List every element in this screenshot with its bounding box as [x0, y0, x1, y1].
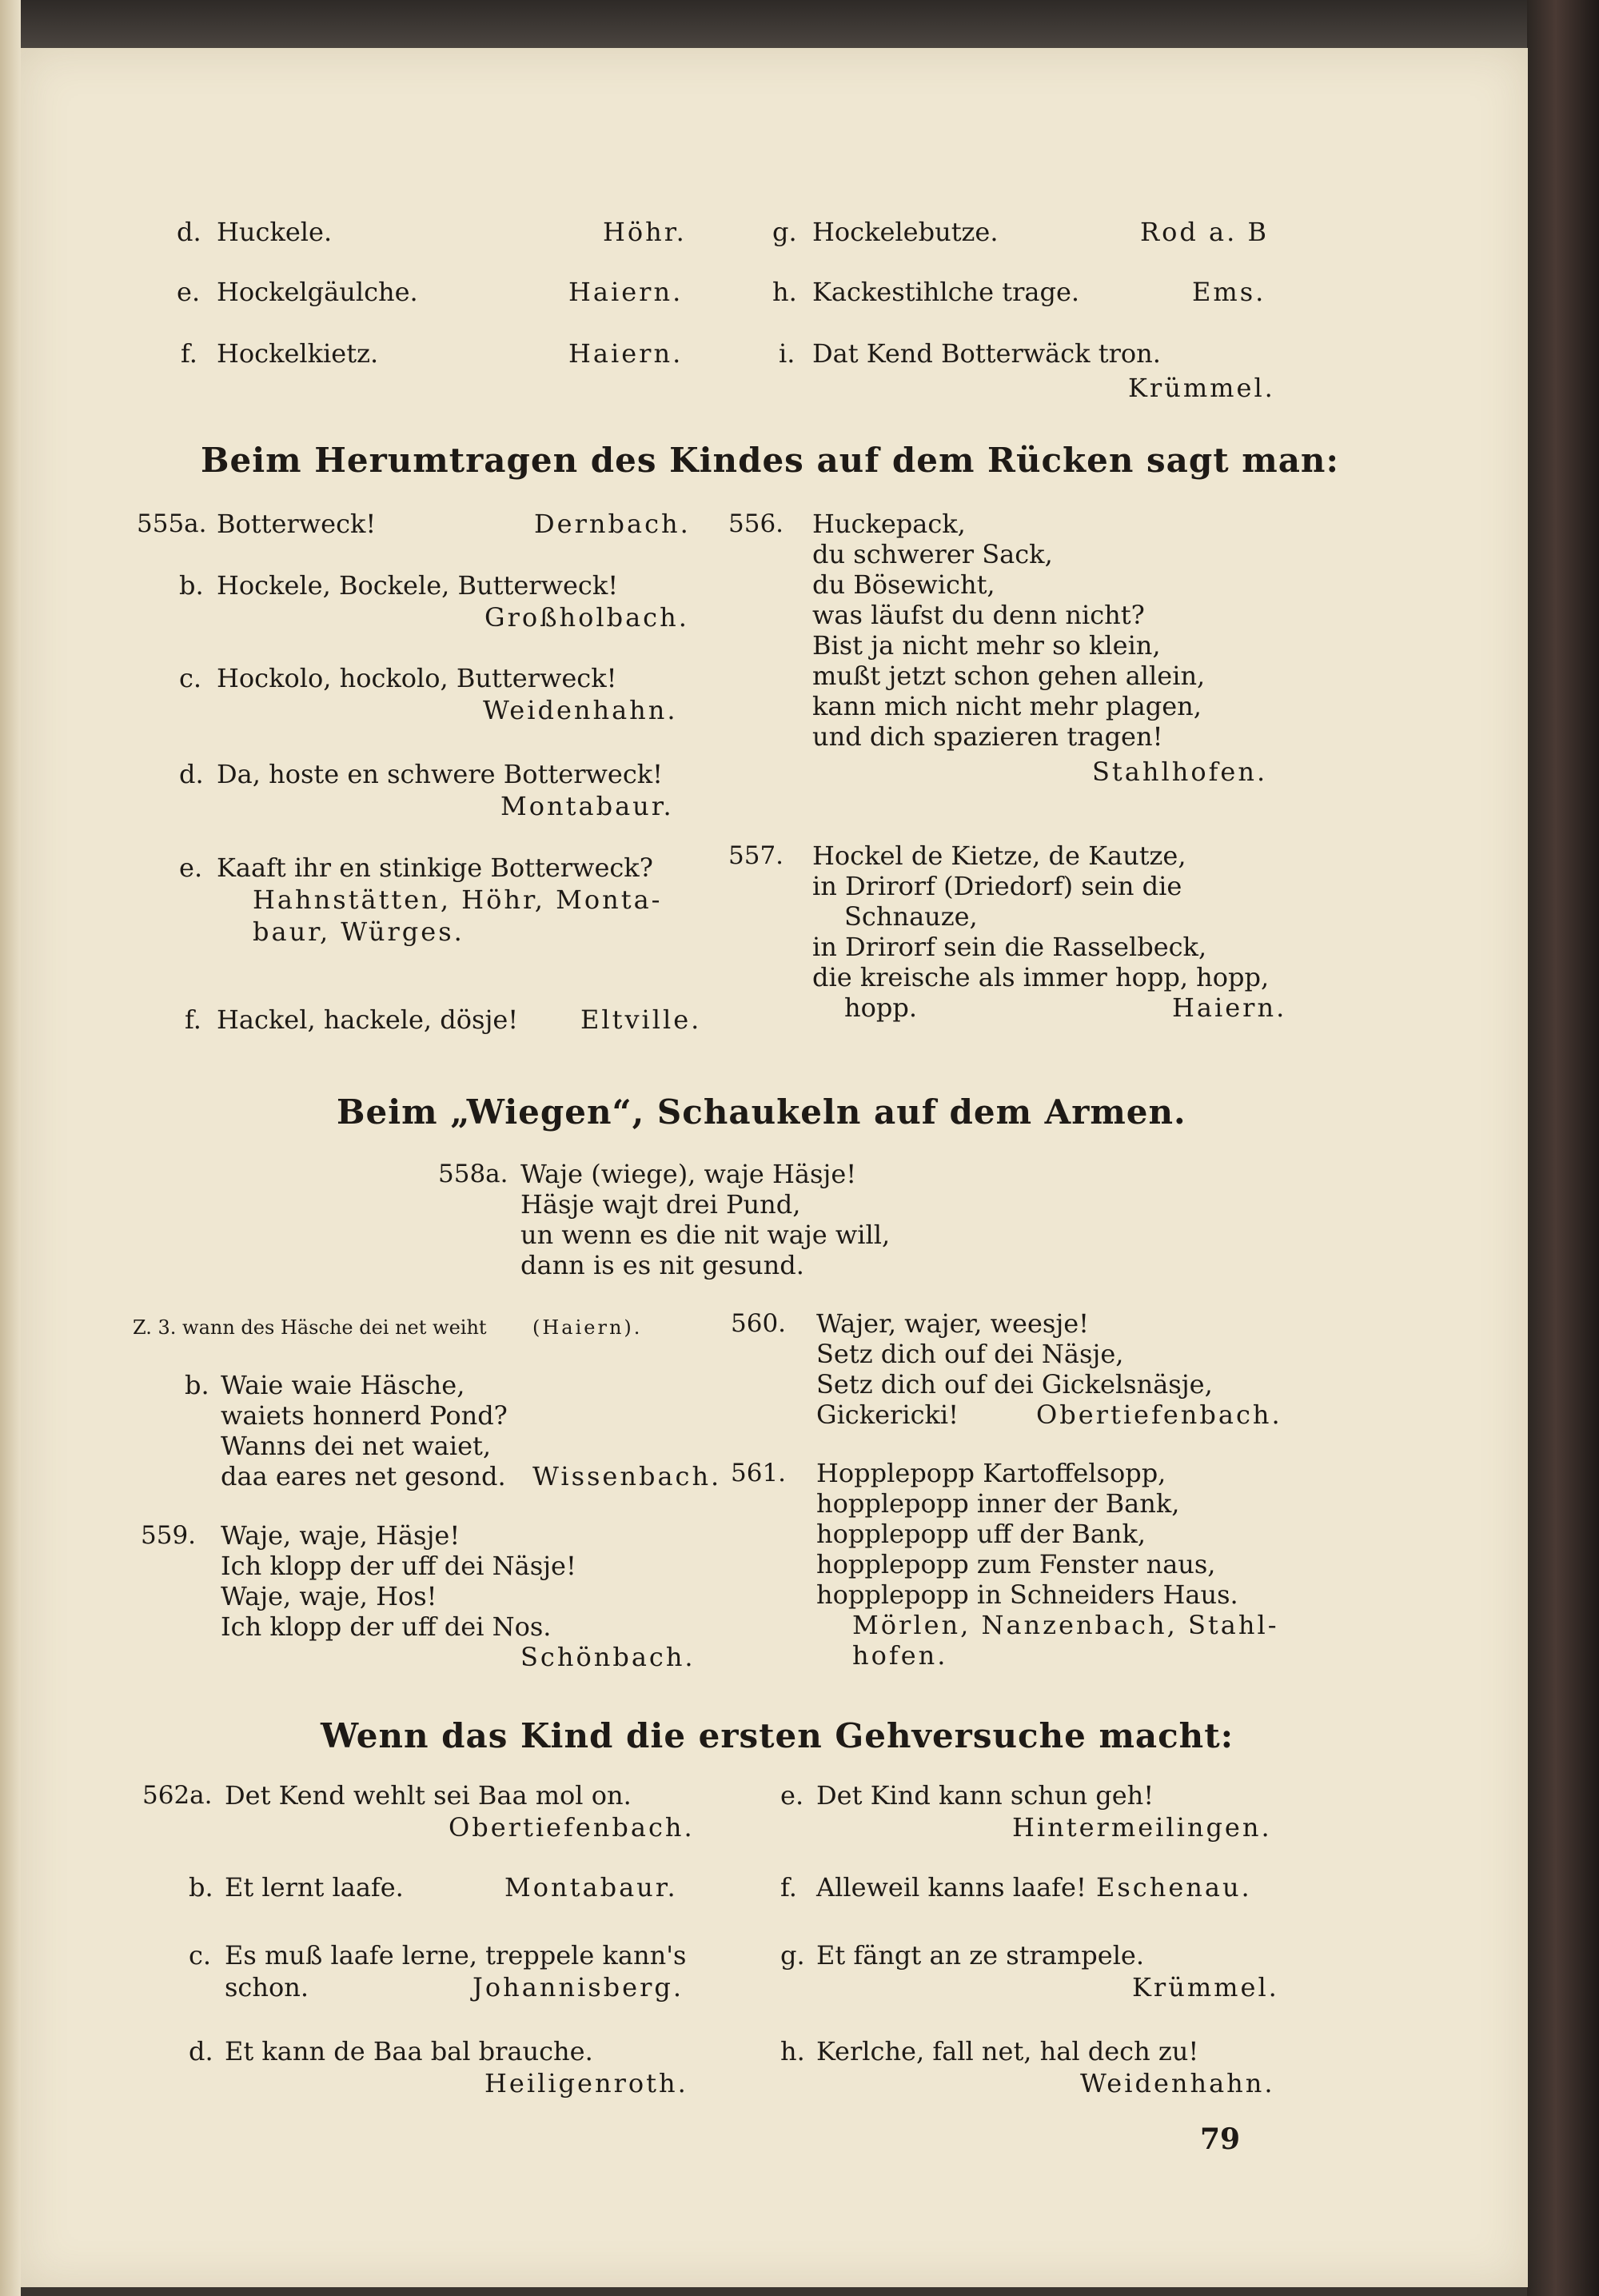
- verse-line: Wanns dei net waiet,: [221, 1431, 492, 1461]
- verse-line: Hopplepopp Kartoffelsopp,: [816, 1458, 1166, 1488]
- entry-text: Et fängt an ze strampele.: [816, 1940, 1145, 1971]
- book-binding: [0, 0, 21, 2296]
- entry-place: Hahnstätten, Höhr, Monta-: [253, 884, 663, 915]
- verse-line: Setz dich ouf dei Näsje,: [816, 1339, 1124, 1369]
- entry-text: Kackestihlche trage.: [812, 277, 1080, 307]
- entry-text: Alleweil kanns laafe!: [816, 1872, 1087, 1903]
- entry-place: Montabaur.: [504, 1872, 678, 1903]
- entry-label: c.: [179, 663, 202, 693]
- verse-line: Ich klopp der uff dei Näsje!: [221, 1551, 576, 1581]
- entry-place: Mörlen, Nanzenbach, Stahl-: [852, 1610, 1279, 1640]
- entry-text: Es muß laafe lerne, treppele kann's: [225, 1940, 687, 1971]
- verse-line: Schnauze,: [844, 901, 978, 932]
- verse-line: hopp.: [844, 992, 918, 1023]
- section-heading: Beim „Wiegen“, Schaukeln auf dem Armen.: [337, 1092, 1186, 1132]
- entry-label: 560.: [731, 1309, 787, 1338]
- verse-line: Waie waie Häsche,: [221, 1370, 465, 1400]
- entry-place: Höhr.: [603, 217, 687, 247]
- verse-line: was läufst du denn nicht?: [812, 600, 1145, 630]
- entry-text: Hackel, hackele, dösje!: [217, 1004, 519, 1035]
- entry-label: d.: [189, 2036, 213, 2066]
- entry-text: Hockelgäulche.: [217, 277, 418, 307]
- entry-label: f.: [780, 1872, 797, 1903]
- verse-line: daa eares net gesond.: [221, 1461, 506, 1491]
- entry-label: g.: [772, 217, 797, 247]
- entry-text: Dat Kend Botterwäck tron.: [812, 338, 1161, 369]
- entry-label: 558a.: [438, 1160, 508, 1188]
- page-number: 79: [1200, 2122, 1241, 2156]
- verse-line: Setz dich ouf dei Gickelsnäsje,: [816, 1369, 1213, 1400]
- entry-label: e.: [179, 853, 203, 883]
- entry-place: Montabaur.: [500, 791, 674, 821]
- entry-place: Weidenhahn.: [1080, 2068, 1275, 2098]
- verse-line: du Bösewicht,: [812, 569, 995, 600]
- entry-place: Großholbach.: [484, 602, 689, 633]
- entry-label: 561.: [731, 1459, 787, 1487]
- entry-text: Hockele, Bockele, Butterweck!: [217, 570, 619, 601]
- entry-place: Wissenbach.: [532, 1461, 722, 1491]
- entry-place: Obertiefenbach.: [1036, 1400, 1282, 1430]
- verse-line: Waje, waje, Häsje!: [221, 1520, 461, 1551]
- verse-line: Ich klopp der uff dei Nos.: [221, 1611, 552, 1642]
- verse-line: in Drirorf (Driedorf) sein die: [812, 871, 1182, 901]
- entry-place: Obertiefenbach.: [449, 1812, 695, 1843]
- verse-line: kann mich nicht mehr plagen,: [812, 691, 1202, 721]
- entry-label: 559.: [141, 1521, 197, 1550]
- entry-label: h.: [772, 277, 797, 307]
- entry-text: Kaaft ihr en stinkige Botterweck?: [217, 853, 653, 883]
- entry-place: Hintermeilingen.: [1012, 1812, 1272, 1843]
- entry-place: Weidenhahn.: [483, 695, 678, 725]
- entry-place: (Haiern).: [532, 1316, 643, 1339]
- entry-text: Et kann de Baa bal brauche.: [225, 2036, 593, 2066]
- entry-place: Schönbach.: [520, 1642, 696, 1672]
- entry-label: f.: [181, 338, 197, 369]
- entry-label: 557.: [728, 841, 784, 870]
- entry-label: i.: [779, 338, 796, 369]
- entry-place: Eltville.: [580, 1004, 702, 1035]
- entry-place: Johannisberg.: [473, 1972, 684, 2003]
- verse-line: Hockel de Kietze, de Kautze,: [812, 841, 1186, 871]
- entry-text: Hockolo, hockolo, Butterweck!: [217, 663, 617, 693]
- entry-text: Hockelebutze.: [812, 217, 999, 247]
- section-heading: Beim Herumtragen des Kindes auf dem Rücken sagt man:: [201, 441, 1339, 480]
- entry-label: e.: [177, 277, 201, 307]
- entry-place: Stahlhofen.: [1092, 757, 1268, 787]
- entry-text: Da, hoste en schwere Botterweck!: [217, 759, 663, 789]
- entry-label: g.: [780, 1940, 805, 1971]
- verse-line: mußt jetzt schon gehen allein,: [812, 661, 1206, 691]
- verse-line: Häsje wajt drei Pund,: [520, 1189, 801, 1220]
- entry-text: Det Kind kann schun geh!: [816, 1780, 1154, 1811]
- entry-label: 555a.: [137, 509, 207, 538]
- section-heading: Wenn das Kind die ersten Gehversuche macht:: [321, 1716, 1234, 1755]
- verse-line: in Drirorf sein die Rasselbeck,: [812, 932, 1207, 962]
- entry-label: h.: [780, 2036, 805, 2066]
- entry-label: d.: [177, 217, 201, 247]
- verse-line: Gickericki!: [816, 1400, 959, 1430]
- entry-text: schon.: [225, 1972, 309, 2003]
- variant-note: Z. 3. wann des Häsche dei net weiht: [133, 1316, 487, 1339]
- entry-label: 556.: [728, 509, 784, 538]
- verse-line: du schwerer Sack,: [812, 539, 1053, 569]
- entry-place: Krümmel.: [1128, 373, 1275, 403]
- entry-label: b.: [189, 1872, 213, 1903]
- entry-place: Haiern.: [568, 338, 684, 369]
- entry-label: f.: [185, 1004, 201, 1035]
- verse-line: Bist ja nicht mehr so klein,: [812, 630, 1161, 661]
- verse-line: und dich spazieren tragen!: [812, 721, 1163, 752]
- entry-text: Et lernt laafe.: [225, 1872, 404, 1903]
- entry-place: Dernbach.: [534, 509, 691, 539]
- entry-place: Ems.: [1192, 277, 1266, 307]
- entry-place: Eschenau.: [1096, 1872, 1252, 1903]
- entry-label: b.: [179, 570, 204, 601]
- verse-line: waiets honnerd Pond?: [221, 1400, 508, 1431]
- entry-place: hofen.: [852, 1640, 948, 1671]
- verse-line: hopplepopp uff der Bank,: [816, 1519, 1146, 1549]
- entry-place: Haiern.: [568, 277, 684, 307]
- entry-place: baur, Würges.: [253, 916, 465, 947]
- entry-label: 562a.: [142, 1781, 213, 1810]
- book-edge: [1527, 0, 1599, 2296]
- entry-text: Botterweck!: [217, 509, 377, 539]
- verse-line: Huckepack,: [812, 509, 966, 539]
- entry-text: Huckele.: [217, 217, 333, 247]
- verse-line: dann is es nit gesund.: [520, 1250, 804, 1280]
- entry-label: d.: [179, 759, 204, 789]
- book-page: [21, 48, 1528, 2287]
- verse-line: un wenn es die nit waje will,: [520, 1220, 891, 1250]
- entry-place: Heiligenroth.: [484, 2068, 688, 2098]
- verse-line: hopplepopp inner der Bank,: [816, 1488, 1180, 1519]
- entry-place: Haiern.: [1172, 992, 1287, 1023]
- entry-label: e.: [780, 1780, 804, 1811]
- book-cover-top: [0, 0, 1599, 50]
- entry-label: b.: [185, 1370, 209, 1400]
- entry-place: Rod a. B: [1140, 217, 1269, 247]
- entry-text: Det Kend wehlt sei Baa mol on.: [225, 1780, 632, 1811]
- verse-line: Waje, waje, Hos!: [221, 1581, 437, 1611]
- verse-line: Waje (wiege), waje Häsje!: [520, 1159, 857, 1189]
- verse-line: Wajer, wajer, weesje!: [816, 1308, 1090, 1339]
- verse-line: hopplepopp in Schneiders Haus.: [816, 1579, 1238, 1610]
- entry-place: Krümmel.: [1132, 1972, 1279, 2003]
- entry-text: Kerlche, fall net, hal dech zu!: [816, 2036, 1199, 2066]
- entry-text: Hockelkietz.: [217, 338, 379, 369]
- verse-line: hopplepopp zum Fenster naus,: [816, 1549, 1216, 1579]
- verse-line: die kreische als immer hopp, hopp,: [812, 962, 1270, 992]
- entry-label: c.: [189, 1940, 212, 1971]
